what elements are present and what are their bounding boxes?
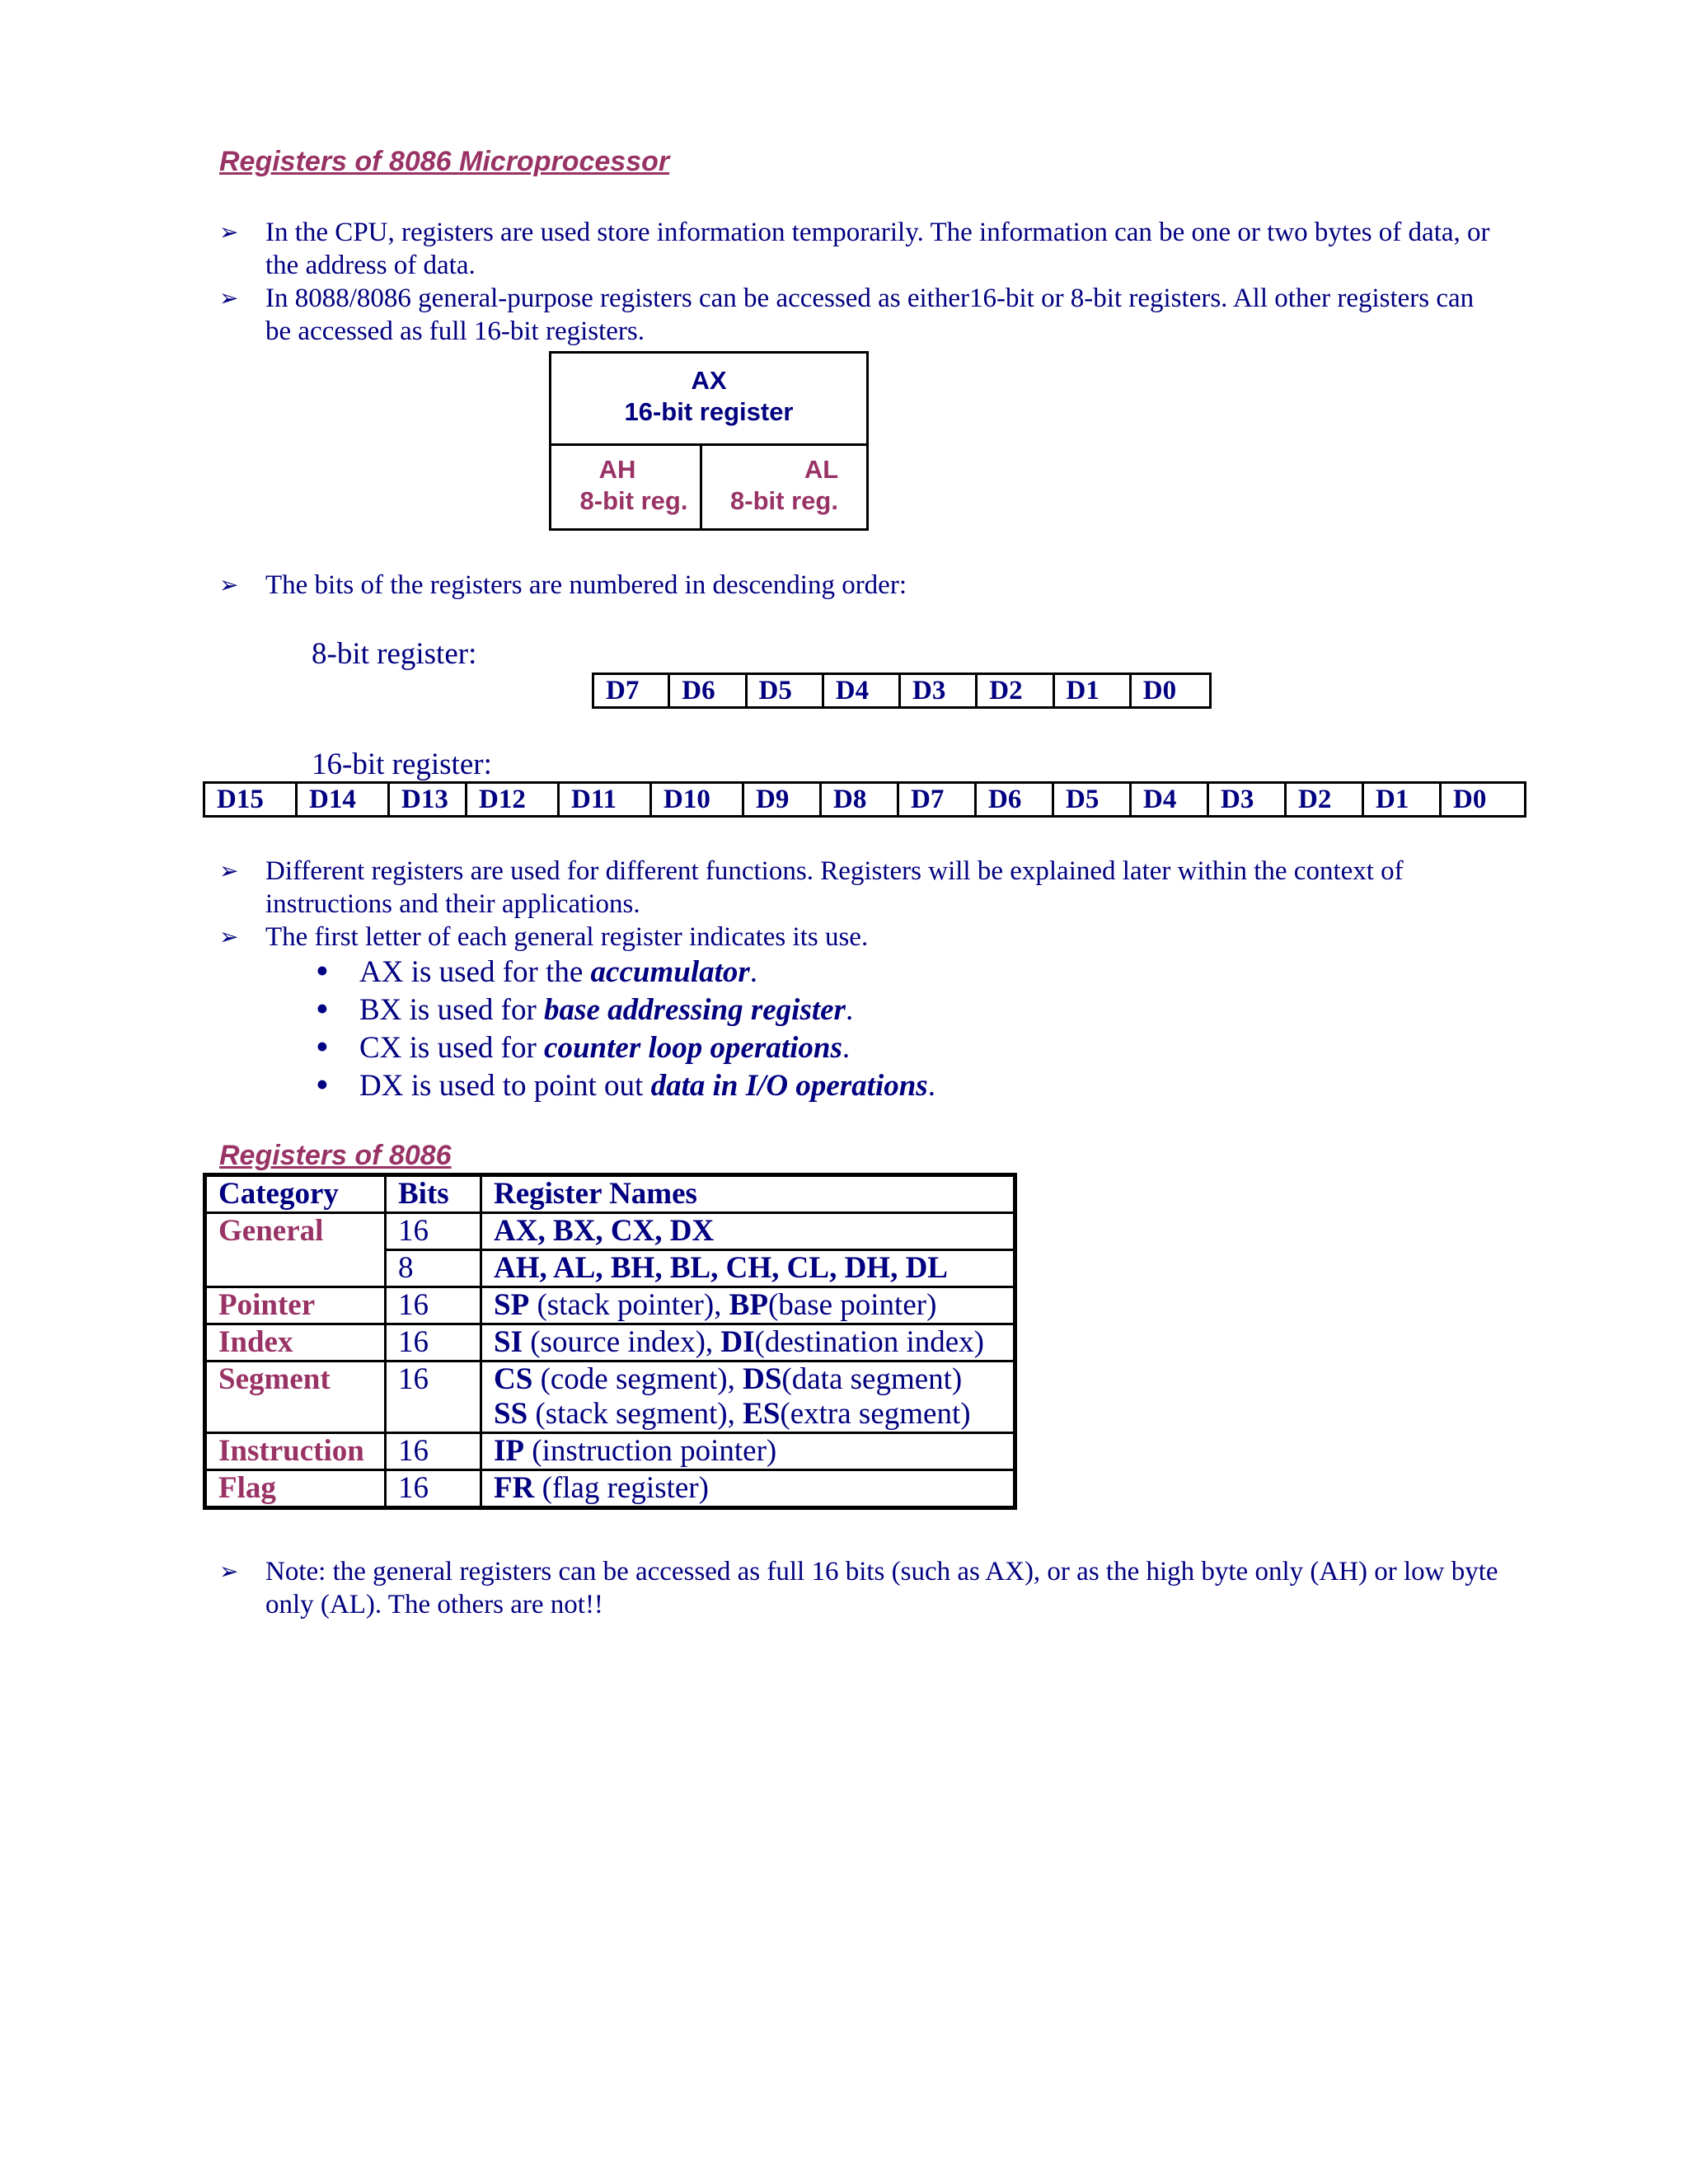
table-row: Index 16 SI (source index), DI(destination index) [205,1324,1015,1361]
bit-cell: D0 [1142,676,1177,705]
bit-cell: D7 [899,784,977,815]
bit-cell: D6 [670,675,747,706]
bit-cell: D11 [560,784,652,815]
bit-cell: D13 [390,784,467,815]
page-title: Registers of 8086 Microprocessor [219,146,670,177]
bit-cell: D0 [1453,785,1487,814]
table-row: Segment 16 CS (code segment), DS(data segment) SS (stack segment), ES(extra segment) [205,1361,1015,1433]
arrow-bullet-icon: ➢ [219,571,239,598]
bit-cell: D4 [1132,784,1209,815]
table-row: 8 AH, AL, BH, BL, CH, CL, DH, DL [205,1250,1015,1287]
bullet-item: ➢ The bits of the registers are numbered in descending order: [219,570,907,600]
bit-cell: D8 [822,784,899,815]
arrow-bullet-icon: ➢ [219,923,239,950]
bit-cell: D10 [652,784,744,815]
bit-cell: D5 [1054,784,1132,815]
bit-cell: D7 [594,675,670,706]
table-row: Instruction 16 IP (instruction pointer) [205,1433,1015,1470]
arrow-bullet-icon: ➢ [219,1558,239,1585]
note-bullet: ➢ Note: the general registers can be accessed as full 16 bits (such as AX), or as the high byte only (AH) or low byte only (AL). The others are not!! [219,1557,1498,1619]
bit-cell: D4 [824,675,901,706]
arrow-bullet-icon: ➢ [219,218,239,246]
ah-register-cell: AH 8-bit reg. [551,446,702,531]
bullet-dot-icon: • [313,1030,331,1066]
bit-cell: D2 [978,675,1054,706]
bullet-item: ➢ In the CPU, registers are used store information temporarily. The information can be one or two bytes of data, or the address of data. [219,218,1490,280]
bit-cell: D12 [467,784,560,815]
usage-item: • AX is used for the accumulator. [313,954,758,990]
bit-cell: D2 [1287,784,1364,815]
bit-cell: D6 [977,784,1054,815]
arrow-bullet-icon: ➢ [219,284,239,312]
bit-cell: D15 [205,784,298,815]
arrow-bullet-icon: ➢ [219,857,239,884]
bit-cell: D3 [901,675,978,706]
bit8-row [592,673,1212,709]
bullet-item: ➢ In 8088/8086 general-purpose registers can be accessed as either16-bit or 8-bit registers. All other registers can be accessed as full 16-bit registers. [219,284,1475,346]
table-title: Registers of 8086 [219,1140,452,1171]
bit-cell: D9 [744,784,822,815]
bit16-label: 16-bit register: [312,748,492,781]
bit-cell: D1 [1055,675,1132,706]
bullet-item: ➢ The first letter of each general register indicates its use. [219,922,869,952]
table-row: Flag 16 FR (flag register) [205,1470,1015,1508]
bullet-item: ➢ Different registers are used for different functions. Registers will be explained later within the context of instructions and their applications. [219,856,1404,919]
ax-register-diagram [549,351,869,531]
bit16-row [203,781,1526,818]
table-header-row: Category Bits Register Names [205,1175,1015,1213]
al-register-cell: AL 8-bit reg. [730,455,839,515]
table-row: Pointer 16 SP (stack pointer), BP(base pointer) [205,1287,1015,1324]
usage-item: • BX is used for base addressing register. [313,992,854,1028]
bit-cell: D14 [298,784,390,815]
usage-item: • DX is used to point out data in I/O operations. [313,1068,935,1104]
bit-cell: D3 [1209,784,1287,815]
bullet-dot-icon: • [313,1068,331,1104]
bit-cell: D1 [1364,784,1442,815]
bullet-dot-icon: • [313,992,331,1028]
bit8-label: 8-bit register: [312,637,477,671]
usage-item: • CX is used for counter loop operations. [313,1030,851,1066]
bullet-dot-icon: • [313,954,331,990]
ax-register-cell: AX 16-bit register [551,354,866,446]
table-row: General 16 AX, BX, CX, DX [205,1213,1015,1250]
bit-cell: D5 [748,675,824,706]
registers-table [203,1173,1017,1510]
